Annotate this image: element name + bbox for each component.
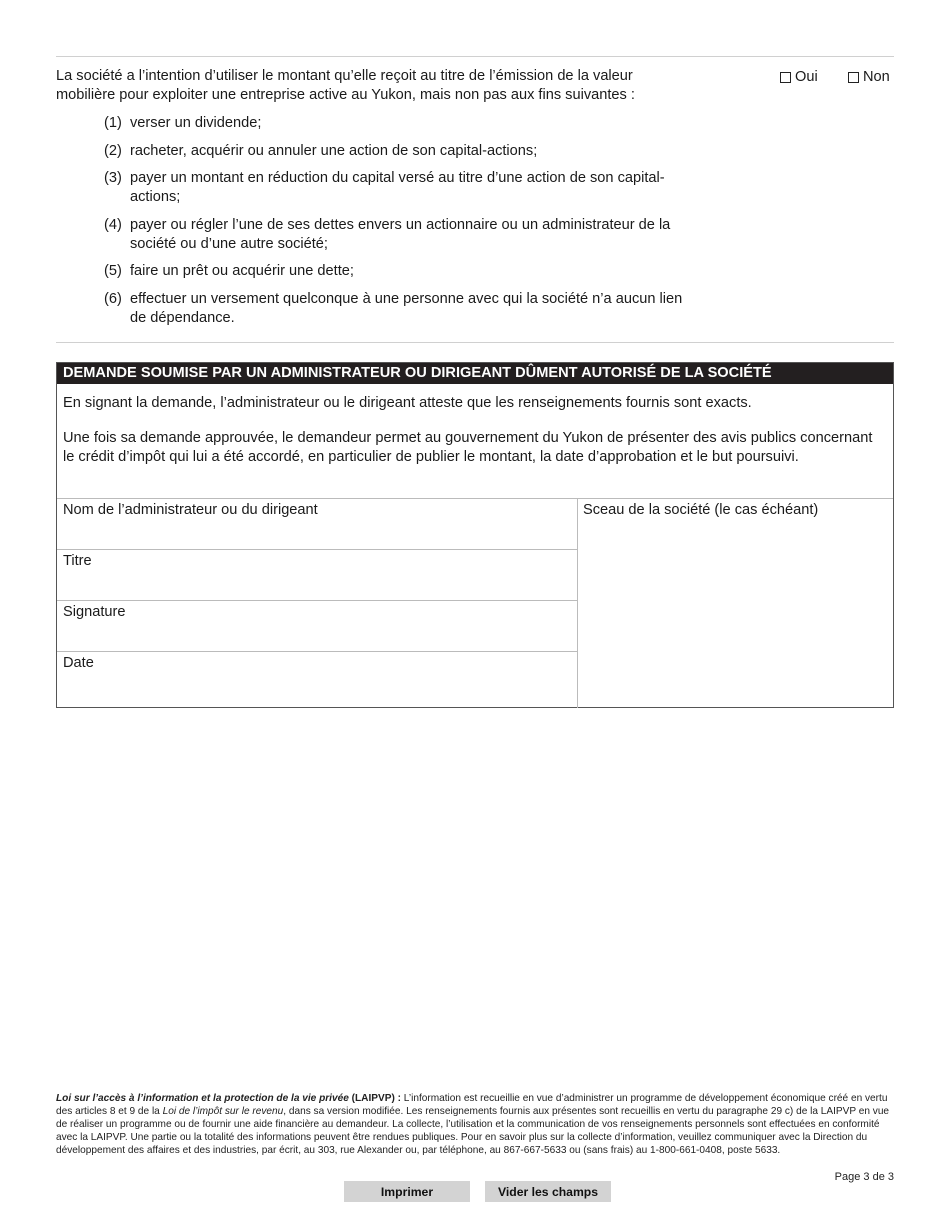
attestation-text: En signant la demande, l’administrateur ou le dirigeant atteste que les renseignements fournis sont exacts. bbox=[63, 395, 752, 411]
name-label: Nom de l’administrateur ou du dirigeant bbox=[63, 502, 318, 518]
date-input[interactable] bbox=[63, 671, 571, 691]
list-item bbox=[104, 290, 684, 328]
signature-label: Signature bbox=[63, 604, 126, 620]
seal-label: Sceau de la société (le cas échéant) bbox=[583, 502, 819, 518]
top-divider bbox=[56, 56, 894, 57]
list-item-text: effectuer un versement quelconque à une personne avec qui la société n’a aucun lien de dépendance. bbox=[130, 290, 683, 326]
list-item-text: racheter, acquérir ou annuler une action de son capital-actions; bbox=[130, 142, 538, 159]
yes-label: Oui bbox=[795, 69, 818, 85]
privacy-text-1: L’information est recueillie en vue d’administrer un programme de développement économique créé en vertu des articles 8 et 9 de la bbox=[56, 1093, 888, 1118]
privacy-notice bbox=[56, 1092, 896, 1157]
list-item-text: payer ou régler l’une de ses dettes envers un actionnaire ou un administrateur de la société ou d’une autre société; bbox=[130, 216, 671, 252]
no-option[interactable] bbox=[848, 69, 890, 85]
yes-checkbox[interactable] bbox=[780, 72, 791, 83]
list-item-number: (3) bbox=[104, 170, 122, 186]
list-item bbox=[104, 114, 684, 133]
title-field bbox=[57, 550, 577, 601]
declaration-heading: DEMANDE SOUMISE PAR UN ADMINISTRATEUR OU DIRIGEANT DÛMENT AUTORISÉ DE LA SOCIÉTÉ bbox=[57, 363, 893, 384]
yes-option[interactable] bbox=[780, 69, 818, 85]
tax-act-name: Loi de l’impôt sur le revenu bbox=[162, 1106, 284, 1118]
signature-input[interactable] bbox=[63, 620, 571, 640]
signature-field bbox=[57, 601, 577, 652]
signatory-fields bbox=[57, 499, 578, 708]
print-button[interactable]: Imprimer bbox=[344, 1181, 470, 1202]
list-item bbox=[104, 216, 684, 254]
date-field bbox=[57, 652, 577, 704]
list-item-text: faire un prêt ou acquérir une dette; bbox=[130, 263, 354, 279]
list-item-number: (1) bbox=[104, 115, 122, 131]
title-label: Titre bbox=[63, 553, 92, 569]
privacy-text-2: , dans sa version modifiée. Les renseignements fournis aux présentes sont recueillis en vertu du paragraphe 29 c) de la LAIPVP en vue de réaliser un programme ou de fournir une aide financière au demandeur. La collecte, l’utilisation et la communication de vos renseignements personnels sont effectuées en conformité avec la LAIPVP. Une partie ou la totalité des informations peuvent être rendues publiques. Pour en savoir plus sur la collecte d’information, veuillez communiquer avec la Direction du développement des affaires et des industries, par écrit, au 303, rue Alexander ou, par téléphone, au 867-667-5633 ou (sans frais) au 1-800-661-0408, poste 5633. bbox=[56, 1106, 890, 1157]
list-item-number: (5) bbox=[104, 263, 122, 279]
privacy-act-abbr: (LAIPVP) : bbox=[351, 1093, 401, 1104]
list-item-number: (4) bbox=[104, 216, 122, 233]
declaration-body bbox=[57, 384, 893, 467]
privacy-act-name: Loi sur l’accès à l’information et la protection de la vie privée bbox=[56, 1093, 349, 1104]
restricted-uses-list bbox=[104, 114, 684, 336]
list-item-number: (2) bbox=[104, 142, 122, 159]
eligibility-statement: La société a l’intention d’utiliser le montant qu’elle reçoit au titre de l’émission de la valeur mobilière pour exploiter une entreprise active au Yukon, mais non pas aux fins suivantes : bbox=[56, 68, 635, 103]
list-item-number: (6) bbox=[104, 290, 122, 307]
list-item-text: payer un montant en réduction du capital versé au titre d’une action de son capital-actions; bbox=[130, 170, 665, 205]
no-checkbox[interactable] bbox=[848, 72, 859, 83]
declaration-panel bbox=[56, 362, 894, 708]
no-label: Non bbox=[863, 69, 890, 85]
title-input[interactable] bbox=[63, 569, 571, 589]
clear-fields-button[interactable]: Vider les champs bbox=[485, 1181, 611, 1202]
list-item bbox=[104, 262, 684, 281]
date-label: Date bbox=[63, 655, 94, 671]
page-number: Page 3 de 3 bbox=[834, 1171, 894, 1183]
list-item bbox=[104, 169, 684, 207]
name-input[interactable] bbox=[63, 518, 571, 538]
list-item bbox=[104, 142, 684, 161]
name-field bbox=[57, 499, 577, 550]
list-item-text: verser un dividende; bbox=[130, 115, 262, 131]
consent-text: Une fois sa demande approuvée, le demandeur permet au gouvernement du Yukon de présenter des avis publics concernant le crédit d’impôt qui lui a été accordé, en particulier de publier le montant, la date d’approbation et le but poursuivi. bbox=[63, 430, 873, 465]
signature-block bbox=[57, 498, 893, 708]
section-divider bbox=[56, 342, 894, 343]
